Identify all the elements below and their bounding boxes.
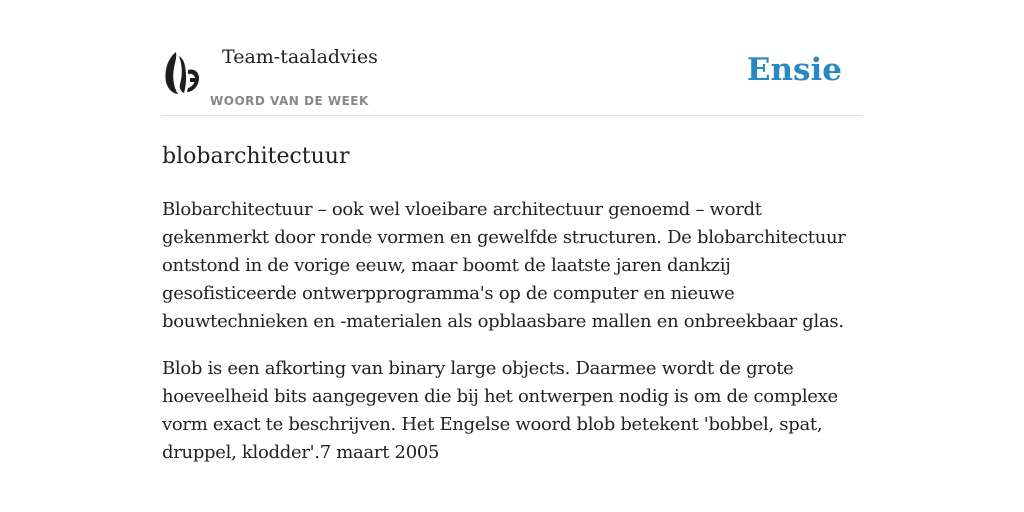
entry-title: blobarchitectuur [162,144,350,169]
entry-paragraph-1: Blobarchitectuur – ook wel vloeibare architectuur genoemd – wordt gekenmerkt door ronde vormen en gewelfde structuren. De blobarchitectuur ontstond in de vorige eeuw, maar boomt de laatste jaren dankzij gesofisticeerde ontwerpprogramma's op de computer en nieuwe bouwtechnieken en -materialen als opblaasbare mallen en onbreekbaar glas. [162,199,846,332]
author-name[interactable]: Team-taaladvies [222,46,378,68]
section-label: WOORD VAN DE WEEK [210,94,369,108]
entry-paragraph-2: Blob is een afkorting van binary large objects. Daarmee wordt de grote hoeveelheid bits aangegeven die bij het ontwerpen nodig is om de complexe vorm exact te beschrijven. Het Engelse woord blob betekent 'bobbel, spat, druppel, klodder'.7 maart 2005 [162,358,838,463]
article-card [162,40,862,467]
brand-logo[interactable]: Ensie [746,52,842,88]
article-header [162,40,862,116]
flemish-lion-logo-icon[interactable] [162,48,202,96]
